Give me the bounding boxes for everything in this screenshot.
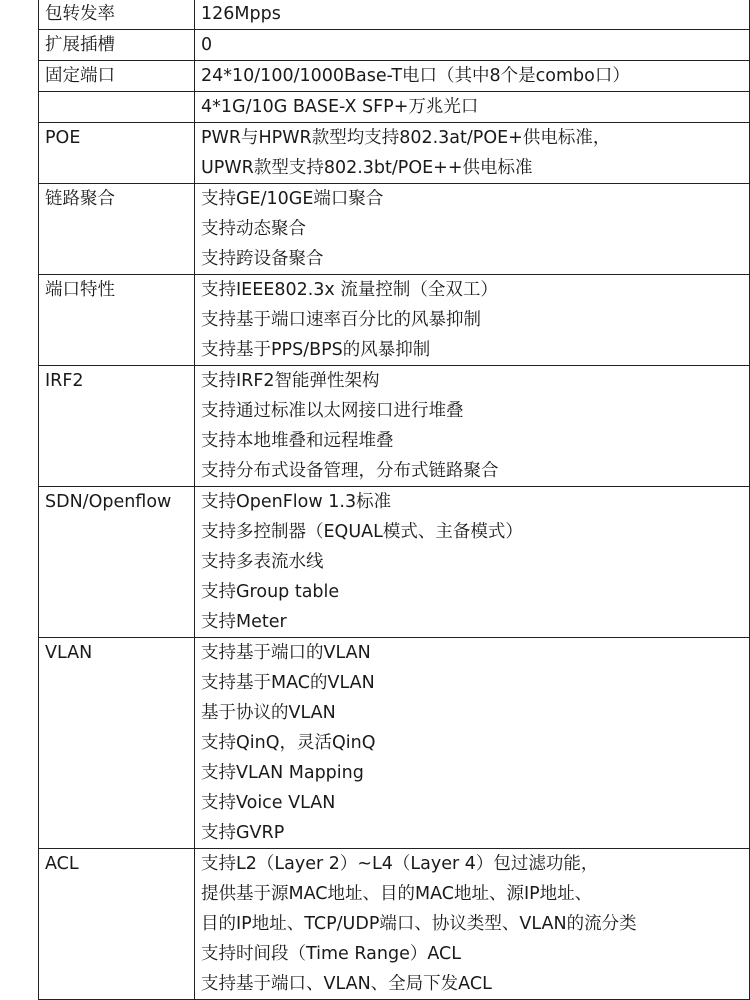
spec-value-line: 支持基于端口速率百分比的风暴抑制 xyxy=(201,310,481,330)
spec-value-line: 支持Meter xyxy=(201,612,287,632)
spec-label: IRF2 xyxy=(45,371,84,391)
spec-value-line: UPWR款型支持802.3bt/POE++供电标准 xyxy=(201,158,533,178)
spec-value-cell xyxy=(195,123,750,184)
spec-label-cell xyxy=(39,487,195,638)
spec-value-line: 支持时间段（Time Range）ACL xyxy=(201,944,461,964)
spec-value-line: 126Mpps xyxy=(201,4,281,24)
spec-value-line: 支持Group table xyxy=(201,582,340,602)
spec-value-line: 支持L2（Layer 2）~L4（Layer 4）包过滤功能， xyxy=(201,854,599,874)
spec-value-line: 支持基于端口的VLAN xyxy=(201,643,371,663)
spec-value-line: 支持IRF2智能弹性架构 xyxy=(201,371,380,391)
spec-label-cell xyxy=(39,92,195,123)
spec-value-cell xyxy=(195,184,750,275)
spec-row xyxy=(39,366,750,487)
spec-row xyxy=(39,61,750,92)
spec-value-line: 支持通过标准以太网接口进行堆叠 xyxy=(201,401,464,421)
spec-value-line: 支持VLAN Mapping xyxy=(201,763,364,783)
spec-value-cell xyxy=(195,275,750,366)
spec-value-line: 支持IEEE802.3x 流量控制（全双工） xyxy=(201,280,498,300)
spec-value-line: 0 xyxy=(201,35,213,55)
spec-row xyxy=(39,487,750,638)
spec-row xyxy=(39,92,750,123)
spec-value-line: 支持多控制器（EQUAL模式、主备模式） xyxy=(201,522,523,542)
spec-value-line: 支持多表流水线 xyxy=(201,552,324,572)
spec-value-line: 支持基于端口、VLAN、全局下发ACL xyxy=(201,974,492,994)
spec-label-cell xyxy=(39,123,195,184)
spec-value-cell xyxy=(195,487,750,638)
spec-label-cell xyxy=(39,849,195,1000)
spec-value-cell xyxy=(195,638,750,849)
spec-value-line: 支持QinQ，灵活QinQ xyxy=(201,733,376,753)
spec-label xyxy=(45,92,194,122)
spec-label-cell xyxy=(39,184,195,275)
spec-value-cell xyxy=(195,92,750,123)
spec-label: ACL xyxy=(45,854,79,874)
spec-value-line: 支持分布式设备管理，分布式链路聚合 xyxy=(201,461,499,481)
spec-row xyxy=(39,638,750,849)
spec-value-line: 支持跨设备聚合 xyxy=(201,249,324,269)
spec-label: 固定端口 xyxy=(45,66,115,86)
spec-label-cell xyxy=(39,0,195,30)
spec-value-line: 支持本地堆叠和远程堆叠 xyxy=(201,431,394,451)
spec-value-line: 4*1G/10G BASE-X SFP+万兆光口 xyxy=(201,97,479,117)
spec-value-line: 目的IP地址、TCP/UDP端口、协议类型、VLAN的流分类 xyxy=(201,914,637,934)
spec-table-body xyxy=(39,0,750,1000)
spec-label-cell xyxy=(39,275,195,366)
spec-value-line: 支持GE/10GE端口聚合 xyxy=(201,189,384,209)
spec-label: 扩展插槽 xyxy=(45,35,115,55)
spec-value-line: PWR与HPWR款型均支持802.3at/POE+供电标准， xyxy=(201,128,611,148)
spec-value-cell xyxy=(195,61,750,92)
spec-row xyxy=(39,184,750,275)
spec-label: 链路聚合 xyxy=(45,189,115,209)
spec-value-line: 支持OpenFlow 1.3标准 xyxy=(201,492,392,512)
spec-value-line: 基于协议的VLAN xyxy=(201,703,336,723)
spec-value-cell xyxy=(195,0,750,30)
spec-label: VLAN xyxy=(45,643,93,663)
spec-value-line: 支持Voice VLAN xyxy=(201,793,336,813)
spec-label: SDN/Openflow xyxy=(45,492,172,512)
spec-row xyxy=(39,849,750,1000)
spec-row xyxy=(39,123,750,184)
spec-label: 包转发率 xyxy=(45,4,115,24)
spec-label-cell xyxy=(39,638,195,849)
spec-value-line: 支持基于MAC的VLAN xyxy=(201,673,375,693)
spec-label: 端口特性 xyxy=(45,280,115,300)
spec-value-cell xyxy=(195,849,750,1000)
spec-row xyxy=(39,30,750,61)
spec-row xyxy=(39,0,750,30)
spec-value-line: 支持GVRP xyxy=(201,823,285,843)
spec-value-line: 24*10/100/1000Base-T电口（其中8个是combo口） xyxy=(201,66,630,86)
spec-value-line: 支持动态聚合 xyxy=(201,219,306,239)
spec-value-cell xyxy=(195,366,750,487)
spec-label-cell xyxy=(39,366,195,487)
spec-value-line: 支持基于PPS/BPS的风暴抑制 xyxy=(201,340,431,360)
spec-value-cell xyxy=(195,30,750,61)
spec-label-cell xyxy=(39,30,195,61)
spec-table xyxy=(38,0,750,1000)
spec-row xyxy=(39,275,750,366)
spec-value-line: 提供基于源MAC地址、目的MAC地址、源IP地址、 xyxy=(201,884,593,904)
spec-label: POE xyxy=(45,128,81,148)
spec-label-cell xyxy=(39,61,195,92)
